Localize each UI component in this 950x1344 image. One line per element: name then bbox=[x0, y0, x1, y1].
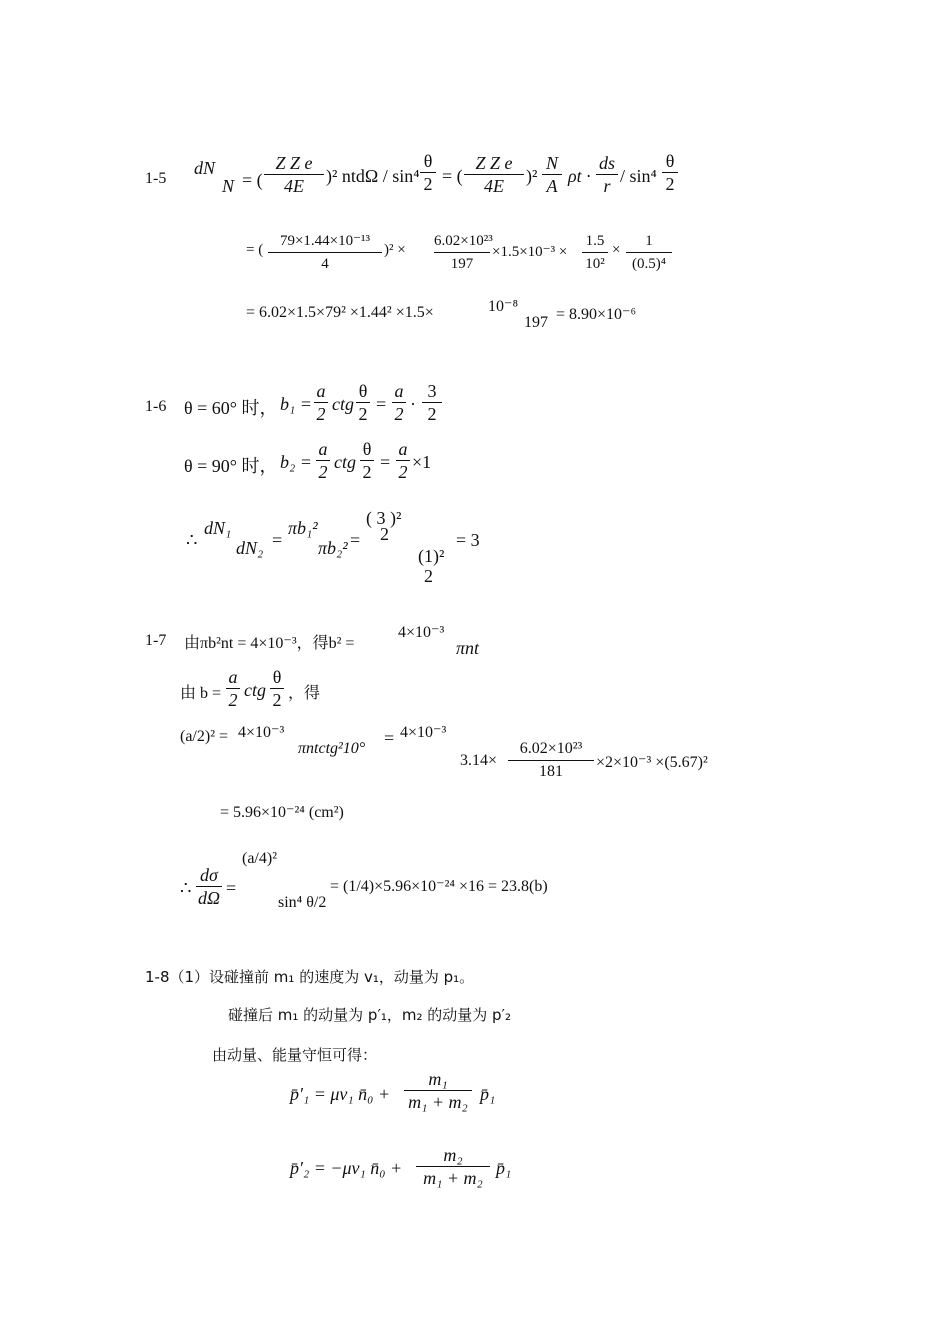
expression-text: ctg bbox=[332, 394, 354, 414]
expression-text: ctg bbox=[334, 452, 356, 472]
fraction: a 2 bbox=[316, 438, 330, 483]
expression-text: dN₂ bbox=[236, 538, 264, 558]
expression-text: (1)² bbox=[418, 546, 445, 566]
expression-text: )² bbox=[526, 166, 538, 186]
lhs-denominator: N bbox=[222, 176, 235, 196]
expression-text: p̄′₁ = μv₁ n̄₀ + bbox=[290, 1084, 391, 1104]
fraction: m₁ m₁ + m₂ bbox=[404, 1068, 472, 1113]
expression-text: 4×10⁻³ bbox=[398, 624, 445, 641]
expression-text: = bbox=[272, 530, 283, 550]
expression-text: θ = 90° 时， bbox=[184, 456, 278, 476]
expression-text: 4×10⁻³ bbox=[400, 724, 447, 741]
expression-text: θ = 60° 时， bbox=[184, 398, 278, 418]
expression-text: 2 bbox=[424, 566, 433, 586]
fraction: dσ dΩ bbox=[197, 865, 221, 908]
fraction: θ 2 bbox=[420, 150, 436, 195]
fraction: a 2 bbox=[226, 666, 240, 711]
expression-text: ( 3 )² bbox=[366, 508, 402, 528]
expression-text: = (1/4)×5.96×10⁻²⁴ ×16 = 23.8(b) bbox=[330, 878, 548, 895]
equals: = ( bbox=[242, 170, 263, 190]
fraction: N A bbox=[542, 152, 562, 197]
fraction: 3 2 bbox=[422, 380, 442, 425]
expression-text: sin⁴ θ/2 bbox=[278, 894, 327, 911]
expression-text: p̄′₂ = −μv₁ n̄₀ + bbox=[290, 1158, 403, 1178]
fraction: a 2 bbox=[396, 438, 410, 483]
expression-text: = bbox=[350, 530, 361, 550]
fraction: 6.02×10²³ 181 bbox=[508, 738, 594, 783]
expression-text: × bbox=[612, 242, 621, 258]
problem-label: 1-7 bbox=[145, 632, 167, 649]
problem-label: 1-5 bbox=[145, 170, 167, 187]
expression-text: ρt · bbox=[568, 166, 591, 186]
fraction: Z Z e 4E bbox=[264, 152, 324, 197]
fraction: θ 2 bbox=[360, 438, 374, 483]
expression-text: 4×10⁻³ bbox=[238, 724, 285, 741]
expression-text: (a/4)² bbox=[242, 850, 277, 867]
expression-text: = ( bbox=[246, 242, 264, 258]
expression-text: dN₁ bbox=[204, 518, 232, 538]
expression-text: = 5.96×10⁻²⁴ (cm²) bbox=[220, 804, 344, 821]
therefore-symbol: ∴ bbox=[186, 530, 198, 550]
expression-text: ×1.5×10⁻³ × bbox=[492, 244, 568, 260]
expression-text: πb₁² bbox=[288, 518, 318, 538]
expression-text: p̄₁ bbox=[480, 1084, 496, 1104]
equals: = ( bbox=[442, 166, 463, 186]
text-line: 由动量、能量守恒可得： bbox=[212, 1046, 378, 1064]
expression-text: ，得 bbox=[288, 685, 321, 702]
fraction: θ 2 bbox=[356, 380, 370, 425]
expression-text: ×1 bbox=[412, 452, 432, 472]
expression-text: πntctg²10° bbox=[298, 740, 366, 757]
fraction: 6.02×10²³ 197 bbox=[434, 233, 493, 272]
expression-text: = bbox=[380, 452, 391, 472]
fraction: θ 2 bbox=[662, 150, 678, 195]
expression-text: )² ntdΩ / sin⁴ bbox=[326, 166, 420, 186]
expression-text: (a/2)² = bbox=[180, 728, 229, 745]
fraction: m₂ m₁ + m₂ bbox=[416, 1144, 490, 1189]
expression-text: = 3 bbox=[456, 530, 480, 550]
fraction: Z Z e 4E bbox=[464, 152, 524, 197]
expression-text: 由 b = bbox=[180, 685, 222, 702]
expression-text: )² × bbox=[384, 242, 406, 258]
fraction: 79×1.44×10⁻¹³ 4 bbox=[268, 230, 382, 275]
expression-text: b₂ = bbox=[280, 452, 312, 472]
expression-text: πnt bbox=[456, 638, 480, 658]
expression-text: p̄₁ bbox=[496, 1158, 512, 1178]
fraction: ds r bbox=[596, 152, 618, 197]
expression-text: ctg bbox=[244, 680, 266, 700]
expression-text: 3.14× bbox=[460, 752, 498, 769]
fraction: a 2 bbox=[314, 380, 328, 425]
problem-label: 1-6 bbox=[145, 398, 167, 415]
expression-text: 2 bbox=[380, 524, 389, 544]
expression-text: = bbox=[376, 394, 387, 414]
fraction: 1 (0.5)⁴ bbox=[626, 230, 672, 275]
therefore-symbol: ∴ bbox=[180, 878, 192, 898]
expression-text: / sin⁴ bbox=[620, 166, 657, 186]
expression-text: = bbox=[384, 728, 395, 748]
expression-text: ×2×10⁻³ ×(5.67)² bbox=[596, 754, 708, 771]
expression-text: πb₂² bbox=[318, 538, 348, 558]
expression-text: 197 bbox=[524, 314, 548, 331]
fraction: 1.5 10² bbox=[582, 230, 608, 275]
expression-text: 由πb²nt = 4×10⁻³，得b² = bbox=[184, 635, 355, 652]
expression-text: · bbox=[410, 394, 416, 414]
expression-text: = bbox=[226, 878, 237, 898]
expression-text: 10⁻⁸ bbox=[488, 298, 519, 315]
text-line: 碰撞后 m₁ 的动量为 p′₁，m₂ 的动量为 p′₂ bbox=[228, 1006, 511, 1024]
fraction: a 2 bbox=[392, 380, 406, 425]
expression-text: b₁ = bbox=[280, 394, 312, 414]
problem-label: 1-8（1）设碰撞前 m₁ 的速度为 v₁，动量为 p₁。 bbox=[145, 968, 475, 986]
fraction: θ 2 bbox=[270, 666, 284, 711]
expression-text: = 8.90×10⁻⁶ bbox=[556, 306, 637, 323]
expression-text: = 6.02×1.5×79² ×1.44² ×1.5× bbox=[246, 304, 434, 321]
lhs-numerator: dN bbox=[194, 158, 216, 178]
